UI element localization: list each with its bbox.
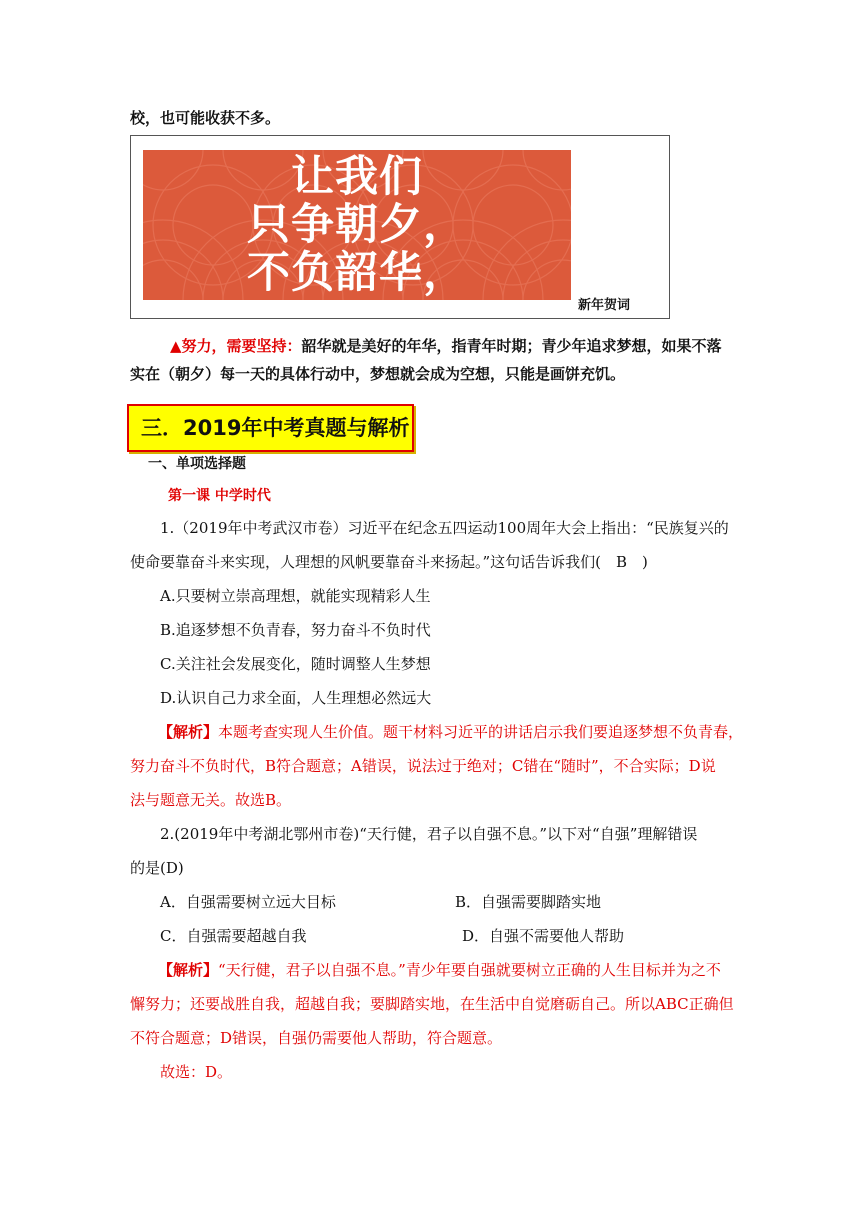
q2-analysis-label: 【解析】 <box>158 961 219 979</box>
q1-analysis-line2: 努力奋斗不负时代，B符合题意；A错误，说法过于绝对；C错在“随时”，不合实际；D说 <box>130 757 716 775</box>
q1-option-a: A.只要树立崇高理想，就能实现精彩人生 <box>160 587 431 605</box>
q2-analysis-text: “天行健，君子以自强不息。”青少年要自强就要树立正确的人生目标并为之不 <box>218 961 721 979</box>
q1-analysis-text: 本题考查实现人生价值。题干材料习近平的讲话启示我们要追逐梦想不负青春， <box>218 723 744 741</box>
q1-analysis-line3: 法与题意无关。故选B。 <box>130 791 292 809</box>
intro-tail-text: 校，也可能收获不多。 <box>130 109 281 127</box>
q2-option-d: D．自强不需要他人帮助 <box>462 927 625 945</box>
banner-line: 不负韶华， <box>247 248 467 298</box>
q1-analysis-line1 <box>158 722 743 742</box>
q1-option-c: C.关注社会发展变化，随时调整人生梦想 <box>160 655 431 673</box>
banner-line: 只争朝夕， <box>247 200 467 250</box>
subsection-title: 一、单项选择题 <box>148 456 246 472</box>
q2-analysis-line1 <box>158 960 721 980</box>
q2-analysis-line3: 不符合题意；D错误，自强仍需要他人帮助，符合题意。 <box>130 1029 503 1047</box>
banner-line: 让我们 <box>291 152 423 202</box>
effort-paragraph-line2: 实在（朝夕）每一天的具体行动中，梦想就会成为空想，只能是画饼充饥。 <box>130 365 626 383</box>
figure-caption: 新年贺词 <box>578 298 631 313</box>
section-heading: 三．2019年中考真题与解析 <box>127 404 414 452</box>
q1-stem-line2: 使命要靠奋斗来实现，人理想的风帆要靠奋斗来扬起。”这句话告诉我们( B ) <box>130 553 648 571</box>
effort-marker: ▲努力，需要坚持： <box>170 337 302 355</box>
effort-paragraph-line1 <box>170 336 722 356</box>
q1-analysis-label: 【解析】 <box>158 723 219 741</box>
q1-stem-line1: 1.（2019年中考武汉市卷）习近平在纪念五四运动100周年大会上指出：“民族复兴的 <box>160 519 729 537</box>
q2-stem-line1: 2.(2019年中考湖北鄂州市卷)“天行健，君子以自强不息。”以下对“自强”理解错误 <box>160 825 698 843</box>
effort-text: 韶华就是美好的年华，指青年时期；青少年追求梦想，如果不落 <box>301 337 722 355</box>
q1-option-d: D.认识自己力求全面，人生理想必然远大 <box>160 689 432 707</box>
q2-conclusion: 故选：D。 <box>160 1063 233 1081</box>
q1-option-b: B.追逐梦想不负青春，努力奋斗不负时代 <box>160 621 431 639</box>
lesson-title: 第一课 中学时代 <box>168 488 271 504</box>
q2-option-b: B．自强需要脚踏实地 <box>455 893 602 911</box>
new-year-banner-image <box>143 150 571 300</box>
q2-option-a: A．自强需要树立远大目标 <box>160 893 336 911</box>
q2-option-c: C．自强需要超越自我 <box>160 927 307 945</box>
figure-box <box>130 135 670 319</box>
banner-text <box>143 150 571 297</box>
q2-stem-line2: 的是(D) <box>130 859 184 877</box>
q2-analysis-line2: 懈努力；还要战胜自我，超越自我；要脚踏实地，在生活中自觉磨砺自己。所以ABC正确但 <box>130 995 734 1013</box>
